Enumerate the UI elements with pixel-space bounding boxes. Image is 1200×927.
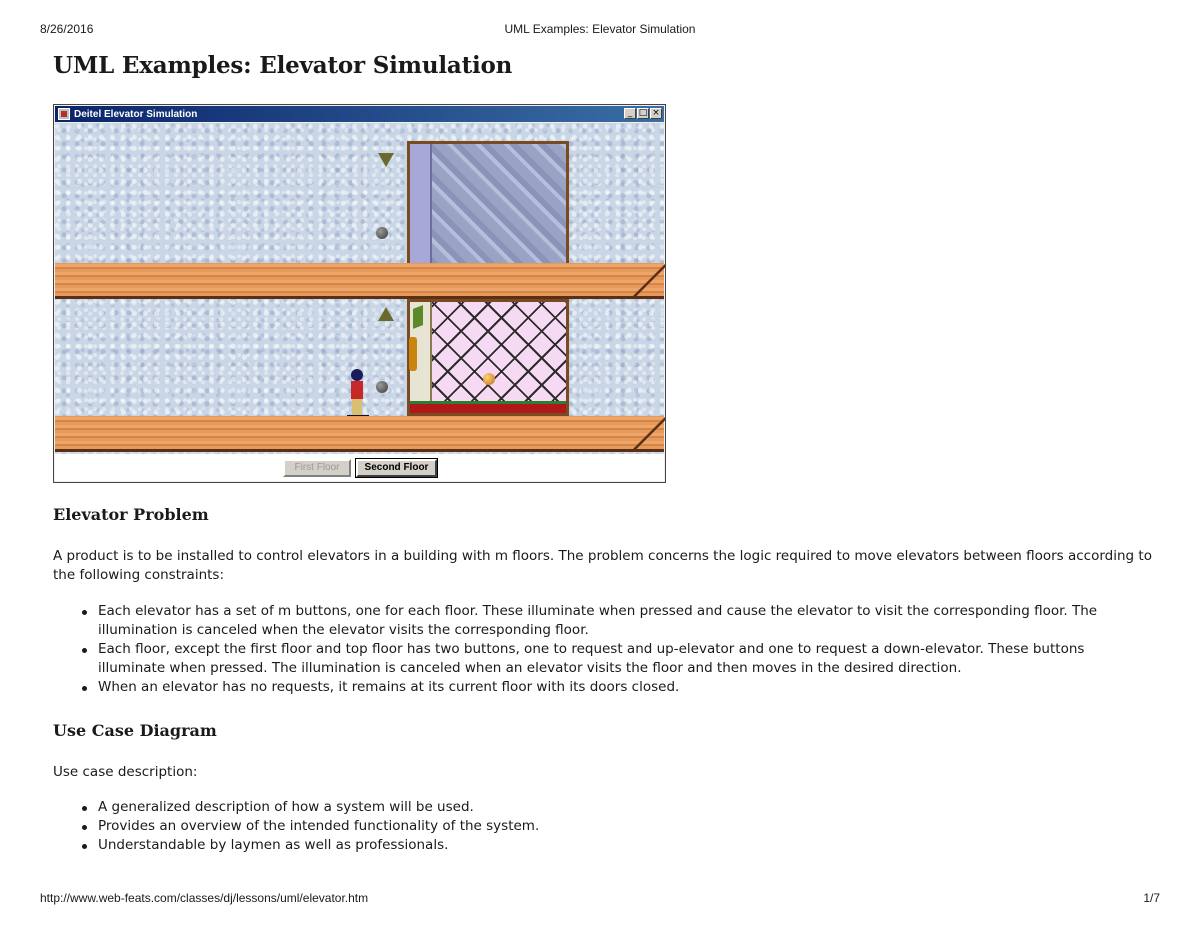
print-footer [40,891,1160,907]
door-handle-icon [409,337,417,371]
shaft-rail [410,144,432,263]
window-title: Deitel Elevator Simulation [74,108,198,120]
first-floor-slab [55,416,664,452]
print-title: UML Examples: Elevator Simulation [504,22,696,36]
bell-icon [376,381,388,393]
elevator-scene [55,123,664,454]
use-case-diagram-heading: Use Case Diagram [53,721,217,740]
list-item: A generalized description of how a system will be used. [98,798,1148,817]
bell-icon [376,227,388,239]
second-floor-button[interactable]: Second Floor [356,459,437,477]
print-date: 8/26/2016 [40,22,94,36]
down-arrow-icon [378,153,394,167]
list-item: When an elevator has no requests, it remains at its current floor with its doors closed. [98,678,1148,697]
page-number: 1/7 [1143,891,1160,905]
list-item: Each elevator has a set of m buttons, one for each floor. These illuminate when pressed and cause the elevator to visit the corresponding floor. The illumination is canceled when the elevator visits the corresponding floor. [98,602,1148,640]
print-header [40,22,1160,38]
close-icon[interactable]: × [650,108,662,119]
elevator-car-floor [410,401,566,413]
list-item: Provides an overview of the intended functionality of the system. [98,817,1148,836]
elevator-car [407,299,569,416]
list-item: Each floor, except the first floor and top floor has two buttons, one to request and up-elevator and one to request a down-elevator. These buttons illuminate when pressed. The illumination is canceled when an elevator visits the floor and then moves in the desired direction. [98,640,1148,678]
elevator-shaft-upper [407,141,569,263]
use-case-list [98,798,1148,855]
list-item: Understandable by laymen as well as professionals. [98,836,1148,855]
light-icon [413,305,423,329]
maximize-icon[interactable]: □ [638,108,648,118]
up-arrow-icon [378,307,394,321]
ball-icon [483,373,495,385]
constraints-list [98,602,1148,697]
page-url: http://www.web-feats.com/classes/dj/lessons/uml/elevator.htm [40,891,369,905]
elevator-problem-intro: A product is to be installed to control elevators in a building with m floors. The problem concerns the logic required to move elevators between floors according to the following constraints: [53,548,1152,583]
elevator-simulation-screenshot [53,104,666,483]
window-controls [624,108,662,119]
first-floor-button[interactable]: First Floor [283,459,351,477]
second-floor-slab [55,263,664,299]
elevator-problem-heading: Elevator Problem [53,505,209,524]
use-case-intro: Use case description: [53,764,198,780]
minimize-icon[interactable]: _ [624,108,636,119]
window-titlebar [55,106,664,122]
app-icon [58,108,70,120]
page-title: UML Examples: Elevator Simulation [53,52,513,79]
floor-controls [55,454,664,481]
